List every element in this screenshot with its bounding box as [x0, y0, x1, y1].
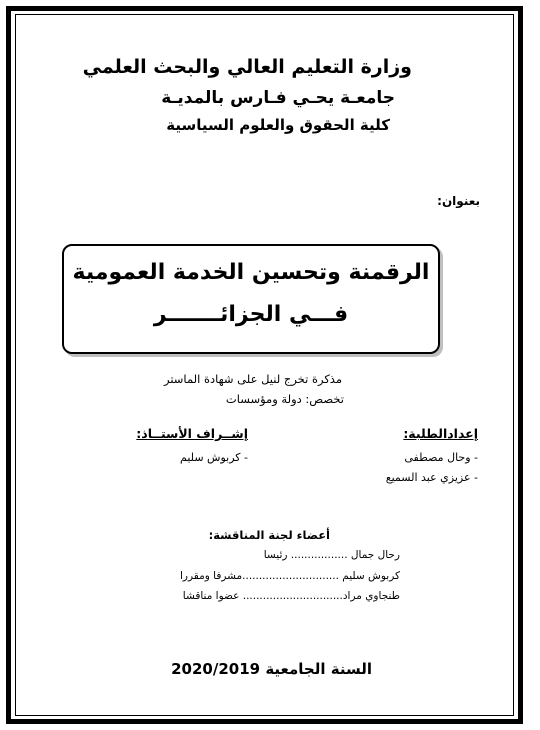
jury-heading: أعضاء لجنة المناقشة: [208, 528, 330, 542]
title-box [62, 244, 440, 354]
memo-description: مذكرة تخرج لنيل على شهادة الماستر [163, 372, 342, 386]
title-label: بعنوان: [437, 194, 480, 208]
ministry-heading: وزارة التعليم العالي والبحث العلمي [82, 56, 412, 78]
student-name: - عزيزي عبد السميع [385, 471, 478, 484]
title-line-1: الرقمنة وتحسين الخدمة العمومية [72, 260, 430, 285]
supervisor-name: - كربوش سليم [180, 451, 248, 464]
university-heading: جامعـة يحـي فـارس بالمديـة [161, 88, 395, 108]
jury-member: رحال جمال ................. رئيسا [263, 549, 400, 561]
academic-year: السنة الجامعية 2020/2019 [171, 660, 372, 678]
faculty-heading: كلية الحقوق والعلوم السياسية [166, 116, 390, 134]
jury-member: كربوش سليم .............................مشرفا ومقررا [180, 570, 400, 582]
jury-member: طنجاوي مراد.............................. عضوا مناقشا [182, 590, 400, 602]
student-name: - وحال مصطفى [404, 451, 478, 464]
title-line-2: فـــي الجزائـــــــر [153, 302, 349, 327]
supervision-heading: إشــراف الأستــاذ: [136, 426, 248, 441]
specialization: تخصص: دولة ومؤسسات [225, 392, 344, 406]
prepared-by-heading: إعدادالطلبة: [403, 426, 478, 441]
